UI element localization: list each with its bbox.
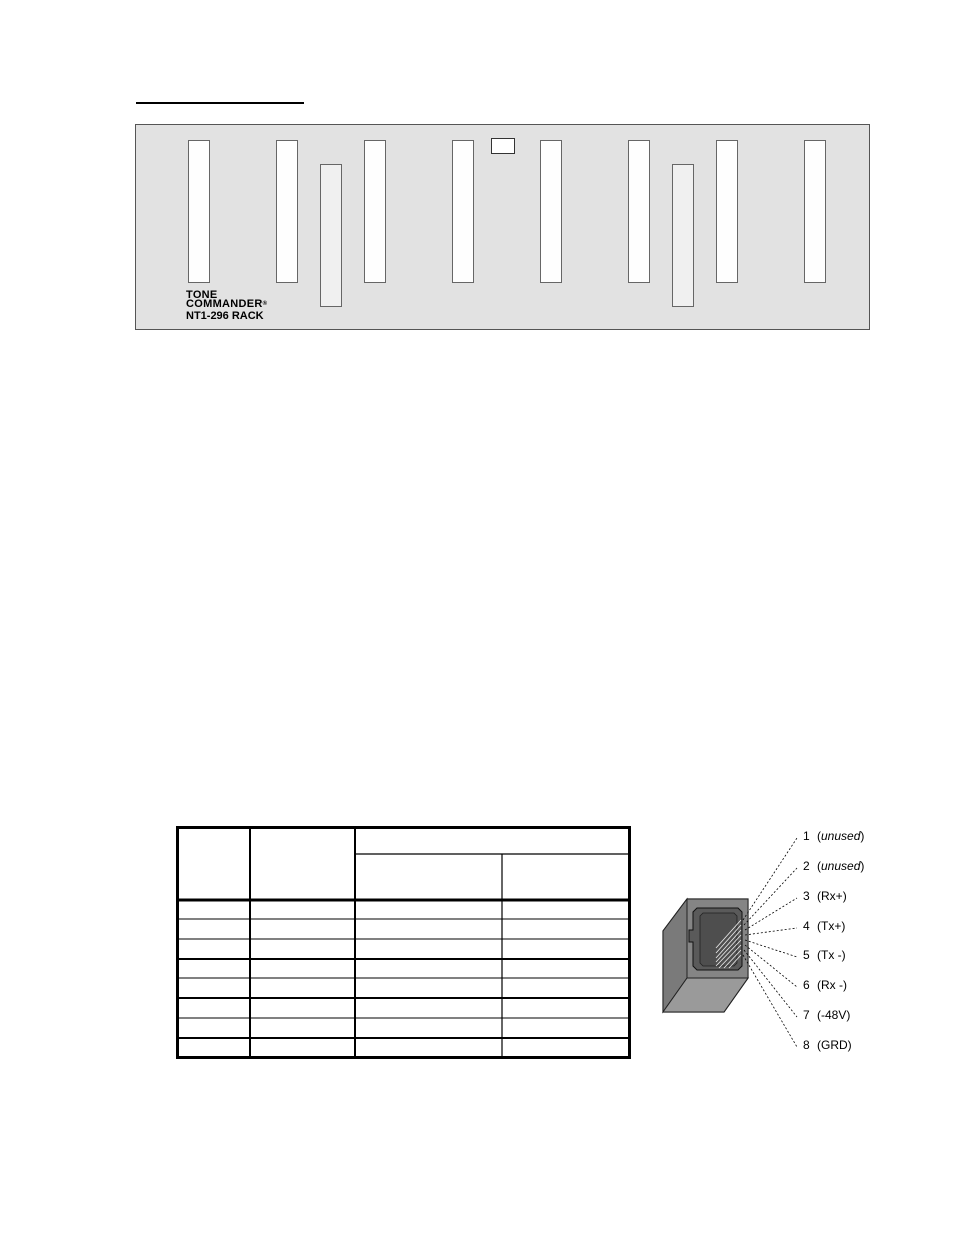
pin-label-2: 2 (unused) <box>803 859 865 873</box>
card-slot-3 <box>364 140 386 283</box>
brand-logo-commander: COMMANDER® <box>186 298 268 310</box>
pin-label-1: 1 (unused) <box>803 829 865 843</box>
card-slot-4 <box>452 140 474 283</box>
pinout-table <box>176 826 631 1059</box>
rj45-jack-diagram <box>655 820 915 1070</box>
alarm-indicator <box>491 138 515 154</box>
card-slot-1 <box>188 140 210 283</box>
card-slot-6 <box>628 140 650 283</box>
pin-label-4: 4 (Tx+) <box>803 919 846 933</box>
rack-model-label: NT1-296 RACK <box>186 310 264 322</box>
pinout-table-grid <box>176 826 631 1059</box>
card-slot-8 <box>804 140 826 283</box>
brand-logo-tone: TONE <box>186 289 218 301</box>
card-slot-7 <box>716 140 738 283</box>
rack-front-panel <box>135 124 870 330</box>
power-slot-right <box>672 164 694 307</box>
pin-label-6: 6 (Rx -) <box>803 978 847 992</box>
rj45-jack-icon <box>655 820 915 1070</box>
pin-label-3: 3 (Rx+) <box>803 889 847 903</box>
card-slot-5 <box>540 140 562 283</box>
pin-label-5: 5 (Tx -) <box>803 948 846 962</box>
card-slot-2 <box>276 140 298 283</box>
pin-label-8: 8 (GRD) <box>803 1038 852 1052</box>
pin-label-7: 7 (-48V) <box>803 1008 851 1022</box>
power-slot-left <box>320 164 342 307</box>
section-heading-underline <box>136 102 304 104</box>
